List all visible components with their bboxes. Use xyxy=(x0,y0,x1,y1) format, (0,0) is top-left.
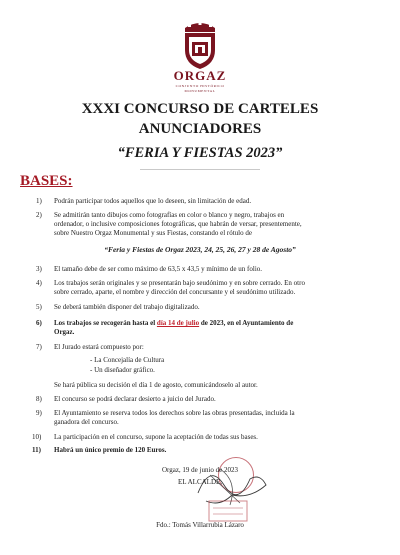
rule-6-line2: Orgaz. xyxy=(54,328,75,336)
rule-9-line2: ganadora del concurso. xyxy=(54,418,119,426)
rule-8-text: El concurso se podrá declarar desierto a juicio del Jurado. xyxy=(54,395,216,403)
jury-member-1: - La Concejalía de Cultura xyxy=(90,356,165,364)
rule-8-number: 8) xyxy=(36,395,42,403)
orgaz-crest-logo xyxy=(179,20,221,70)
rule-4-line1: Los trabajos serán originales y se presentarán bajo seudónimo y en sobre cerrado. En otro xyxy=(54,279,305,287)
rule-9-number: 9) xyxy=(36,409,42,417)
signature-name: Fdo.: Tomás Villarrubia Lázaro xyxy=(156,521,244,529)
rule-4-line2: sobre cerrado, aparte, el nombre y dirección del concursante y el seudónimo utilizado. xyxy=(54,288,296,296)
motto-line: “Feria y Fiestas de Orgaz 2023, 24, 25, 26, 27 y 28 de Agosto” xyxy=(104,245,296,254)
org-name: ORGAZ xyxy=(173,68,227,83)
rule-6-part-b: de 2023, en el Ayuntamiento de xyxy=(199,319,294,327)
rule-2-line2: ordenador, o inclusive composiciones fotográficas, que habrán de versar, presentemente, xyxy=(54,220,302,228)
rule-6-line1 xyxy=(54,319,380,328)
rule-3-number: 3) xyxy=(36,265,42,273)
rule-10-text: La participación en el concurso, supone la aceptación de todas sus bases. xyxy=(54,433,258,441)
rule-6-number: 6) xyxy=(36,319,42,327)
title-line1: XXXI CONCURSO DE CARTELES xyxy=(81,101,319,117)
prize-amount: un único premio de 120 Euros. xyxy=(75,446,167,454)
signature-place-date: Orgaz, 19 de junio de 2023 xyxy=(161,466,239,474)
rule-9-line1: El Ayuntamiento se reserva todos los derechos sobre las obras presentadas, incluida la xyxy=(54,409,295,417)
rule-6-part-a: Los trabajos se recogerán hasta el xyxy=(54,319,157,327)
verdict-text: Se hará pública su decisión el día 1 de agosto, comunicándoselo al autor. xyxy=(54,381,258,389)
rule-10-number: 10) xyxy=(32,433,42,441)
title-line3: “FERIA Y FIESTAS 2023” xyxy=(117,145,283,161)
rule-11-number: 11) xyxy=(32,446,41,454)
rule-11-text xyxy=(54,446,380,455)
rule-2-line1: Se admitirán tanto dibujos como fotografías en color o blanco y negro, trabajos en xyxy=(54,211,285,219)
title-line2: ANUNCIADORES xyxy=(138,121,262,137)
rule-2-number: 2) xyxy=(36,211,42,219)
rule-1-text: Podrán participar todos aquellos que lo deseen, sin limitación de edad. xyxy=(54,197,252,205)
rule-1-number: 1) xyxy=(36,197,42,205)
municipal-seal xyxy=(208,500,248,522)
rule-7-number: 7) xyxy=(36,343,42,351)
rule-2-line3: sobre Nuestro Orgaz Monumental y sus Fiestas, constando el rótulo de xyxy=(54,229,252,237)
signature-role: EL ALCALDE, xyxy=(177,478,223,486)
title-divider xyxy=(140,169,260,170)
jury-member-2: - Un diseñador gráfico. xyxy=(90,366,155,374)
rule-3-text: El tamaño debe de ser como máximo de 63,5 x 43,5 y mínimo de un folio. xyxy=(54,265,263,273)
rule-5-text: Se deberá también disponer del trabajo digitalizado. xyxy=(54,303,200,311)
bases-heading: BASES: xyxy=(20,173,73,189)
deadline-date: día 14 de julio xyxy=(156,319,200,327)
rule-7-text: El Jurado estará compuesto por: xyxy=(54,343,144,351)
rule-5-number: 5) xyxy=(36,303,42,311)
org-subtitle-line1: CONJUNTO HISTÓRICO xyxy=(175,84,225,88)
rule-11-part-a: Habrá xyxy=(54,446,76,454)
org-subtitle xyxy=(0,84,400,94)
org-subtitle-line2: MONUMENTAL xyxy=(184,89,216,93)
rule-4-number: 4) xyxy=(36,279,42,287)
